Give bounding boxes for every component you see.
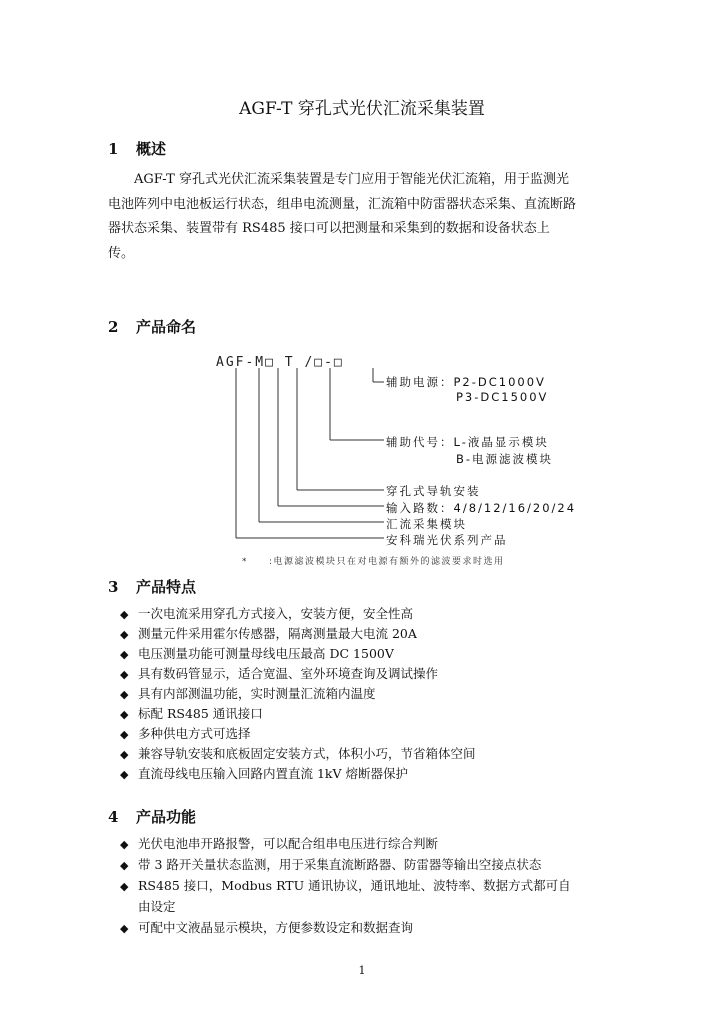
section-number: 2 bbox=[108, 318, 119, 336]
collect-module-label: 汇流采集模块 bbox=[386, 517, 467, 531]
series-label: 安科瑞光伏系列产品 bbox=[386, 533, 508, 547]
overview-paragraph bbox=[108, 168, 618, 266]
diamond-bullet-icon: ◆ bbox=[120, 728, 129, 741]
paragraph-line: 传。 bbox=[108, 245, 135, 261]
diamond-bullet-icon: ◆ bbox=[120, 608, 129, 621]
list-item: ◆ 测量元件采用霍尔传感器，隔离测量最大电流 20A bbox=[120, 626, 417, 641]
diamond-bullet-icon: ◆ bbox=[120, 688, 129, 701]
diamond-bullet-icon: ◆ bbox=[120, 880, 129, 893]
list-item: ◆ 标配 RS485 通讯接口 bbox=[120, 706, 263, 721]
list-item: ◆ 带 3 路开关量状态监测，用于采集直流断路器、防雷器等输出空接点状态 bbox=[120, 857, 542, 872]
aux-code-option: B-电源滤波模块 bbox=[456, 452, 554, 466]
list-item: ◆ 兼容导轨安装和底板固定安装方式，体积小巧，节省箱体空间 bbox=[120, 746, 476, 761]
paragraph-line: AGF-T 穿孔式光伏汇流采集装置是专门应用于智能光伏汇流箱，用于监测光 bbox=[134, 172, 569, 187]
model-code: AGF-M□ T /□-□ bbox=[216, 355, 344, 370]
section-title: 产品特点 bbox=[136, 578, 197, 596]
page-number: 1 bbox=[358, 964, 366, 977]
rail-mount-label: 穿孔式导轨安装 bbox=[386, 484, 481, 498]
diamond-bullet-icon: ◆ bbox=[120, 748, 129, 761]
section-3-heading bbox=[108, 576, 196, 597]
list-item: ◆ 电压测量功能可测量母线电压最高 DC 1500V bbox=[120, 646, 394, 661]
diamond-bullet-icon: ◆ bbox=[120, 648, 129, 661]
list-item: ◆ 可配中文液晶显示模块，方便参数设定和数据查询 bbox=[120, 920, 414, 935]
diagram-note: * :电源滤波模块只在对电源有额外的滤波要求时选用 bbox=[242, 557, 505, 567]
section-number: 4 bbox=[108, 808, 119, 826]
section-2-heading bbox=[108, 316, 196, 337]
document-title: AGF-T 穿孔式光伏汇流采集装置 bbox=[239, 99, 485, 119]
aux-code-label: 辅助代号：L-液晶显示模块 bbox=[386, 435, 549, 449]
section-title: 产品功能 bbox=[136, 808, 197, 826]
list-item: ◆ 光伏电池串开路报警，可以配合组串电压进行综合判断 bbox=[120, 836, 439, 851]
list-item: ◆ 多种供电方式可选择 bbox=[120, 726, 251, 741]
section-4-heading bbox=[108, 806, 196, 827]
list-item: ◆ 直流母线电压输入回路内置直流 1kV 熔断器保护 bbox=[120, 766, 409, 781]
section-title: 产品命名 bbox=[136, 318, 197, 336]
list-item: ◆ RS485 接口，Modbus RTU 通讯协议，通讯地址、波特率、数据方式都可自 bbox=[120, 878, 571, 893]
section-number: 3 bbox=[108, 578, 119, 596]
list-item: ◆ 具有内部测温功能，实时测量汇流箱内温度 bbox=[120, 686, 376, 701]
list-item-continuation: 由设定 bbox=[138, 899, 176, 914]
diamond-bullet-icon: ◆ bbox=[120, 708, 129, 721]
paragraph-line: 电池阵列中电池板运行状态，组串电流测量，汇流箱中防雷器状态采集、直流断路 bbox=[108, 196, 577, 212]
diamond-bullet-icon: ◆ bbox=[120, 922, 129, 935]
diamond-bullet-icon: ◆ bbox=[120, 768, 129, 781]
list-item: ◆ 具有数码管显示，适合宽温、室外环境查询及调试操作 bbox=[120, 666, 439, 681]
diamond-bullet-icon: ◆ bbox=[120, 838, 129, 851]
diamond-bullet-icon: ◆ bbox=[120, 668, 129, 681]
section-number: 1 bbox=[108, 140, 119, 158]
diamond-bullet-icon: ◆ bbox=[120, 628, 129, 641]
aux-power-label: 辅助电源：P2-DC1000V bbox=[386, 375, 546, 389]
aux-power-option: P3-DC1500V bbox=[456, 390, 549, 404]
section-title: 概述 bbox=[136, 140, 167, 158]
section-1-heading bbox=[108, 138, 166, 159]
diamond-bullet-icon: ◆ bbox=[120, 859, 129, 872]
inputs-label: 输入路数：4/8/12/16/20/24 bbox=[386, 501, 577, 515]
list-item: ◆ 一次电流采用穿孔方式接入，安装方便，安全性高 bbox=[120, 606, 414, 621]
paragraph-line: 器状态采集、装置带有 RS485 接口可以把测量和采集到的数据和设备状态上 bbox=[108, 221, 550, 236]
